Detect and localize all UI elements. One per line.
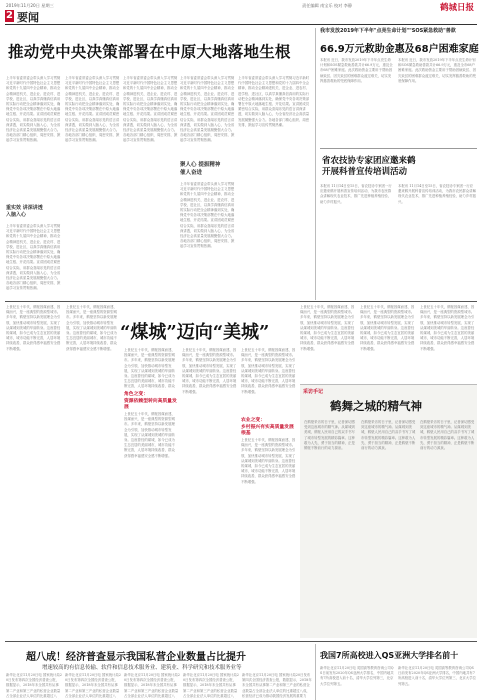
bottom-left-col-5: 新华社北京11月20日电 国家统计局20日发布第四次全国经济普查公报，数据显示，2018年末全国共有从事第二产业和第三产业的私营企业数量占全部企业法人单位的比重超过八成，私营经济已成为推动我国经济发展的重要力	[242, 673, 312, 698]
editor-line: 责任编辑 南宝乐 校对 李静	[302, 3, 353, 8]
middle-col-2: 上世纪五十年代，鹤壁因煤而建、因煤而兴，是一座典型的资源型城市。多年来，鹤壁坚持以新发展理念为引领，加快推动城市转型发展，实现了从煤城到美城的华丽转身。这座曾经的煤城，如今已成为生态宜居的美丽城市，城市功能不断完善，人居环境持续改善，群众获得感幸福感安全感不断增强。	[66, 305, 117, 351]
bottom-left-headline: 超八成！经济普查显示我国私营企业数量占比提升	[26, 652, 246, 663]
middle-col-6: 上世纪五十年代，鹤壁因煤而建、因煤而兴，是一座典型的资源型城市。多年来，鹤壁坚持以新发展理念为引领，加快推动城市转型发展，实现了从煤城到美城的华丽转身。这座曾经的煤城，如今已成为生态宜居的美丽城市，城市功能不断完善，人居环境持续改善，群众获得感幸福感安全感不断增强。	[300, 305, 355, 351]
bottom-left-subheadline: 增速较高的有信息传输、软件和信息技术服务业、建筑业、科学研究和技术服务业等	[42, 665, 242, 671]
top-story-col-2: 上半年省委常委会带头深入学习贯彻习近平新时代中国特色社会主义思想和党的十九届四中全会精神，推动全会精神进机关、进企业、进农村、进学校、进社区，以真学真懂真信真用的实际行动把全会精神落到实处，确保党中央各项决策部署在中原大地落地生根、开花结果。宣讲团成员紧密结合实际，用群众喜闻乐见的语言讲深讲透，切实做到入脑入心，为全省经济社会高质量发展凝聚强大合力。各地各部门精心组织、周密安排，掀起学习宣传贯彻热潮。	[65, 76, 120, 143]
page-number-badge	[5, 10, 14, 22]
middle-col-5a: 上世纪五十年代，鹤壁因煤而建、因煤而兴，是一座典型的资源型城市。多年来，鹤壁坚持以新发展理念为引领，加快推动城市转型发展，实现了从煤城到美城的华丽转身。这座曾经的煤城，如今已成为生态宜居的美丽城市，城市功能不断完善，人居环境持续改善，群众获得感幸福感安全感不断增强。	[241, 348, 296, 394]
bottom-left-col-1: 新华社北京11月20日电 国家统计局20日发布第四次全国经济普查公报，数据显示，2018年末全国共有从事第二产业和第三产业的私营企业数量占全部企业法人单位的比重超过八	[6, 673, 62, 698]
top-story-col-5: 上半年省委常委会带头深入学习贯彻习近平新时代中国特色社会主义思想和党的十九届四中全会精神，推动全会精神进机关、进企业、进农村、进学校、进社区，以真学真懂真信真用的实际行动把全会精神落到实处，确保党中央各项决策部署在中原大地落地生根、开花结果。宣讲团成员紧密结合实际，用群众喜闻乐见的语言讲深讲透，切实做到入脑入心，为全省经济社会高质量发展凝聚强大合力。各地各部门精心组织、周密安排，掀起学习宣传贯彻热潮。	[238, 76, 310, 127]
middle-col-3a: 上世纪五十年代，鹤壁因煤而建、因煤而兴，是一座典型的资源型城市。多年来，鹤壁坚持以新发展理念为引领，加快推动城市转型发展，实现了从煤城到美城的华丽转身。这座曾经的煤城，如今已成为生态宜居的美丽城市，城市功能不断完善，人居环境持续改善，群众	[124, 348, 175, 389]
top-story-col-4b: 上半年省委常委会带头深入学习贯彻习近平新时代中国特色社会主义思想和党的十九届四中全会精神，推动全会精神进机关、进企业、进农村、进学校、进社区，以真学真懂真信真用的实际行动把全会精神落到实处，确保党中央各项决策部署在中原大地落地生根、开花结果。宣讲团成员紧密结合实际，用群众喜闻乐见的语言讲深讲透，切实做到入脑入心，为全省经济社会高质量发展凝聚强大合力。各地各部门精心组织、周密安排，掀起学习宣传贯彻热潮。	[180, 182, 235, 249]
middle-story-headline: “煤城”迈向“美城”	[120, 322, 270, 343]
right-top-body-1: 本报讯 近日，我市发放2019年下半年点亮生命计划和SOS紧急救助善款共计66.9万元，惠及全市68户困难家庭。此次救助资金主要用于帮助因病致贫、因灾致贫的困难群众渡过难关，切实发挥慈善救助的兜底保障作用。	[320, 58, 393, 83]
right-top-kicker: 我市发放2019年下半年"点亮生命计划""SOS紧急救助"善款	[320, 28, 456, 34]
divider-bottom-right	[315, 644, 316, 700]
top-story-headline: 推动党中央决策部署在中原大地落地生根	[8, 43, 291, 61]
middle-section-rule	[5, 641, 477, 642]
right-top-headline: 66.9万元救助金惠及68户困难家庭	[320, 44, 479, 55]
top-story-col-3: 上半年省委常委会带头深入学习贯彻习近平新时代中国特色社会主义思想和党的十九届四中全会精神，推动全会精神进机关、进企业、进农村、进学校、进社区，以真学真懂真信真用的实际行动把全会精神落到实处，确保党中央各项决策部署在中原大地落地生根、开花结果。宣讲团成员紧密结合实际，用群众喜闻乐见的语言讲深讲透，切实做到入脑入心，为全省经济社会高质量发展凝聚强大合力。各地各部门精心组织、周密安排，掀起学习宣传贯彻热潮。	[123, 76, 178, 143]
middle-col-8: 上世纪五十年代，鹤壁因煤而建、因煤而兴，是一座典型的资源型城市。多年来，鹤壁坚持以新发展理念为引领，加快推动城市转型发展，实现了从煤城到美城的华丽转身。这座曾经的煤城，如今已成为生态宜居的美丽城市，城市功能不断完善，人居环境持续改善，群众获得感幸福感安全感不断增强。	[420, 305, 475, 351]
bottom-right-headline: 我国7所高校进入QS亚洲大学排名前十	[320, 651, 459, 660]
page-number: 2	[6, 10, 13, 21]
middle-col-4: 上世纪五十年代，鹤壁因煤而建、因煤而兴，是一座典型的资源型城市。多年来，鹤壁坚持以新发展理念为引领，加快推动城市转型发展，实现了从煤城到美城的华丽转身。这座曾经的煤城，如今已成为生态宜居的美丽城市，城市功能不断完善，人居环境持续改善，群众获得感幸福感安全感不断增强。	[182, 348, 237, 394]
top-story-col-1b: 上半年省委常委会带头深入学习贯彻习近平新时代中国特色社会主义思想和党的十九届四中全会精神，推动全会精神进机关、进企业、进农村、进学校、进社区，以真学真懂真信真用的实际行动把全会精神落到实处，确保党中央各项决策部署在中原大地落地生根、开花结果。宣讲团成员紧密结合实际，用群众喜闻乐见的语言讲深讲透，切实做到入脑入心，为全省经济社会高质量发展凝聚强大合力。各地各部门精心组织、周密安排，掀起学习宣传贯彻热潮。	[6, 224, 61, 291]
bottom-left-col-3: 新华社北京11月20日电 国家统计局20日发布第四次全国经济普查公报，数据显示，2018年末全国共有从事第二产业和第三产业的私营企业数量占全部企业法人单位的比重超过八	[124, 673, 180, 698]
top-story-col-1: 上半年省委常委会带头深入学习贯彻习近平新时代中国特色社会主义思想和党的十九届四中全会精神，推动全会精神进机关、进企业、进农村、进学校、进社区，以真学真懂真信真用的实际行动把全会精神落到实处，确保党中央各项决策部署在中原大地落地生根、开花结果。宣讲团成员紧密结合实际，用群众喜闻乐见的语言讲深讲透，切实做到入脑入心，为全省经济社会高质量发展凝聚强大合力。各地各部门精心组织、周密安排，掀起学习宣传贯彻热潮。	[6, 76, 61, 143]
right-mid-body-1: 本报讯 11月14日至15日，省农技协专家团一行应邀来鹤开展科普宣传培训活动，为我市农民群众讲解现代农业技术，推广先进种植养殖经验，助力乡村振兴。	[320, 184, 392, 204]
middle-subhead-2: 农业之变： 乡村振兴有实高质量发展根基	[241, 418, 294, 436]
middle-col-5b: 上世纪五十年代，鹤壁因煤而建、因煤而兴，是一座典型的资源型城市。多年来，鹤壁坚持以新发展理念为引领，加快推动城市转型发展，实现了从煤城到美城的华丽转身。这座曾经的煤城，如今已成为生态宜居的美丽城市，城市功能不断完善，人居环境持续改善，群众获得感幸福感安全感不断增强。	[241, 438, 296, 484]
divider-top-right	[315, 28, 316, 300]
right-mid-headline: 省农技协专家团应邀来鹤 开展科普宣传培训活动	[322, 156, 416, 177]
pull-quote-2: 聚人心 提振精神 催人奋进	[180, 162, 221, 176]
header-rule	[5, 24, 477, 25]
right-rule	[320, 148, 477, 149]
bottom-right-col-2: 新华社北京11月20日电 英国高等教育咨询公司QS日前发布2020年QS亚洲大学排名，中国内地共有7所高校进入前十名，清华大学位列第三，北京大学位列第五。	[398, 666, 476, 686]
middle-col-1: 上世纪五十年代，鹤壁因煤而建、因煤而兴，是一座典型的资源型城市。多年来，鹤壁坚持以新发展理念为引领，加快推动城市转型发展，实现了从煤城到美城的华丽转身。这座曾经的煤城，如今已成为生态宜居的美丽城市，城市功能不断完善，人居环境持续改善，群众获得感幸福感安全感不断增强。	[6, 305, 61, 351]
issue-date: 2019年11月20日 星期三	[6, 3, 54, 8]
right-mid-body-2: 本报讯 11月14日至15日，省农技协专家团一行应邀来鹤开展科普宣传培训活动，为我市农民群众讲解现代农业技术，推广先进种植养殖经验，助力乡村振兴。	[398, 184, 476, 204]
top-story-col-4: 上半年省委常委会带头深入学习贯彻习近平新时代中国特色社会主义思想和党的十九届四中全会精神，推动全会精神进机关、进企业、进农村、进学校、进社区，以真学真懂真信真用的实际行动把全会精神落到实处，确保党中央各项决策部署在中原大地落地生根、开花结果。宣讲团成员紧密结合实际，用群众喜闻乐见的语言讲深讲透，切实做到入脑入心，为全省经济社会高质量发展凝聚强大合力。各地各部门精心组织、周密安排，掀起学习宣传贯彻热潮。	[180, 76, 235, 143]
section-name: 要闻	[17, 11, 39, 24]
middle-col-3b: 上世纪五十年代，鹤壁因煤而建、因煤而兴，是一座典型的资源型城市。多年来，鹤壁坚持以新发展理念为引领，加快推动城市转型发展，实现了从煤城到美城的华丽转身。这座曾经的煤城，如今已成为生态宜居的美丽城市，城市功能不断完善，人居环境持续改善，群众获得感幸福感安全感不断增强。	[124, 412, 175, 458]
column-headline: 鹤舞之城的精气神	[330, 399, 422, 413]
bottom-left-col-4: 新华社北京11月20日电 国家统计局20日发布第四次全国经济普查公报，数据显示，2018年末全国共有从事第二产业和第三产业的私营企业数量占全部企业法人单位的比重超过八	[183, 673, 239, 698]
right-top-body-2: 本报讯 近日，我市发放2019年下半年点亮生命计划和SOS紧急救助善款共计66.9万元，惠及全市68户困难家庭。此次救助资金主要用于帮助因病致贫、因灾致贫的困难群众渡过难关，切实发挥慈善救助的兜底保障作用。	[398, 58, 476, 83]
bottom-right-col-1: 新华社北京11月20日电 英国高等教育咨询公司QS日前发布2020年QS亚洲大学排名，中国内地共有7所高校进入前十名，清华大学位列第三，北京大学位列第五。	[320, 666, 394, 686]
bottom-left-col-2: 新华社北京11月20日电 国家统计局20日发布第四次全国经济普查公报，数据显示，2018年末全国共有从事第二产业和第三产业的私营企业数量占全部企业法人单位的比重超过八	[65, 673, 121, 698]
middle-col-7: 上世纪五十年代，鹤壁因煤而建、因煤而兴，是一座典型的资源型城市。多年来，鹤壁坚持以新发展理念为引领，加快推动城市转型发展，实现了从煤城到美城的华丽转身。这座曾经的煤城，如今已成为生态宜居的美丽城市，城市功能不断完善，人居环境持续改善，群众获得感幸福感安全感不断增强。	[360, 305, 415, 351]
column-label: 采访手记	[303, 389, 324, 395]
middle-subhead-1: 角色之变： 资源依赖型转向高质量发展	[124, 392, 177, 410]
pull-quote-1: 重实效 讲深讲透 入脑入心	[6, 205, 43, 218]
column-body-1: 在鹤壁采访的日子里，记者深切感受到这座城市的精气神。从煤城到美城，鹤壁人民用自己的双手书写了城市转型发展的精彩篇章。这种敢为人先、勇于担当的精神，正是鹤壁不断前行的动力源泉。	[304, 420, 355, 451]
top-section-rule	[5, 301, 477, 302]
column-body-2: 在鹤壁采访的日子里，记者深切感受到这座城市的精气神。从煤城到美城，鹤壁人民用自己的双手书写了城市转型发展的精彩篇章。这种敢为人先、勇于担当的精神，正是鹤壁不断前行的动力源泉。	[361, 420, 416, 451]
masthead-logo: 鹤城日报	[440, 3, 475, 13]
column-body-3: 在鹤壁采访的日子里，记者深切感受到这座城市的精气神。从煤城到美城，鹤壁人民用自己的双手书写了城市转型发展的精彩篇章。这种敢为人先、勇于担当的精神，正是鹤壁不断前行的动力源泉。	[420, 420, 475, 451]
